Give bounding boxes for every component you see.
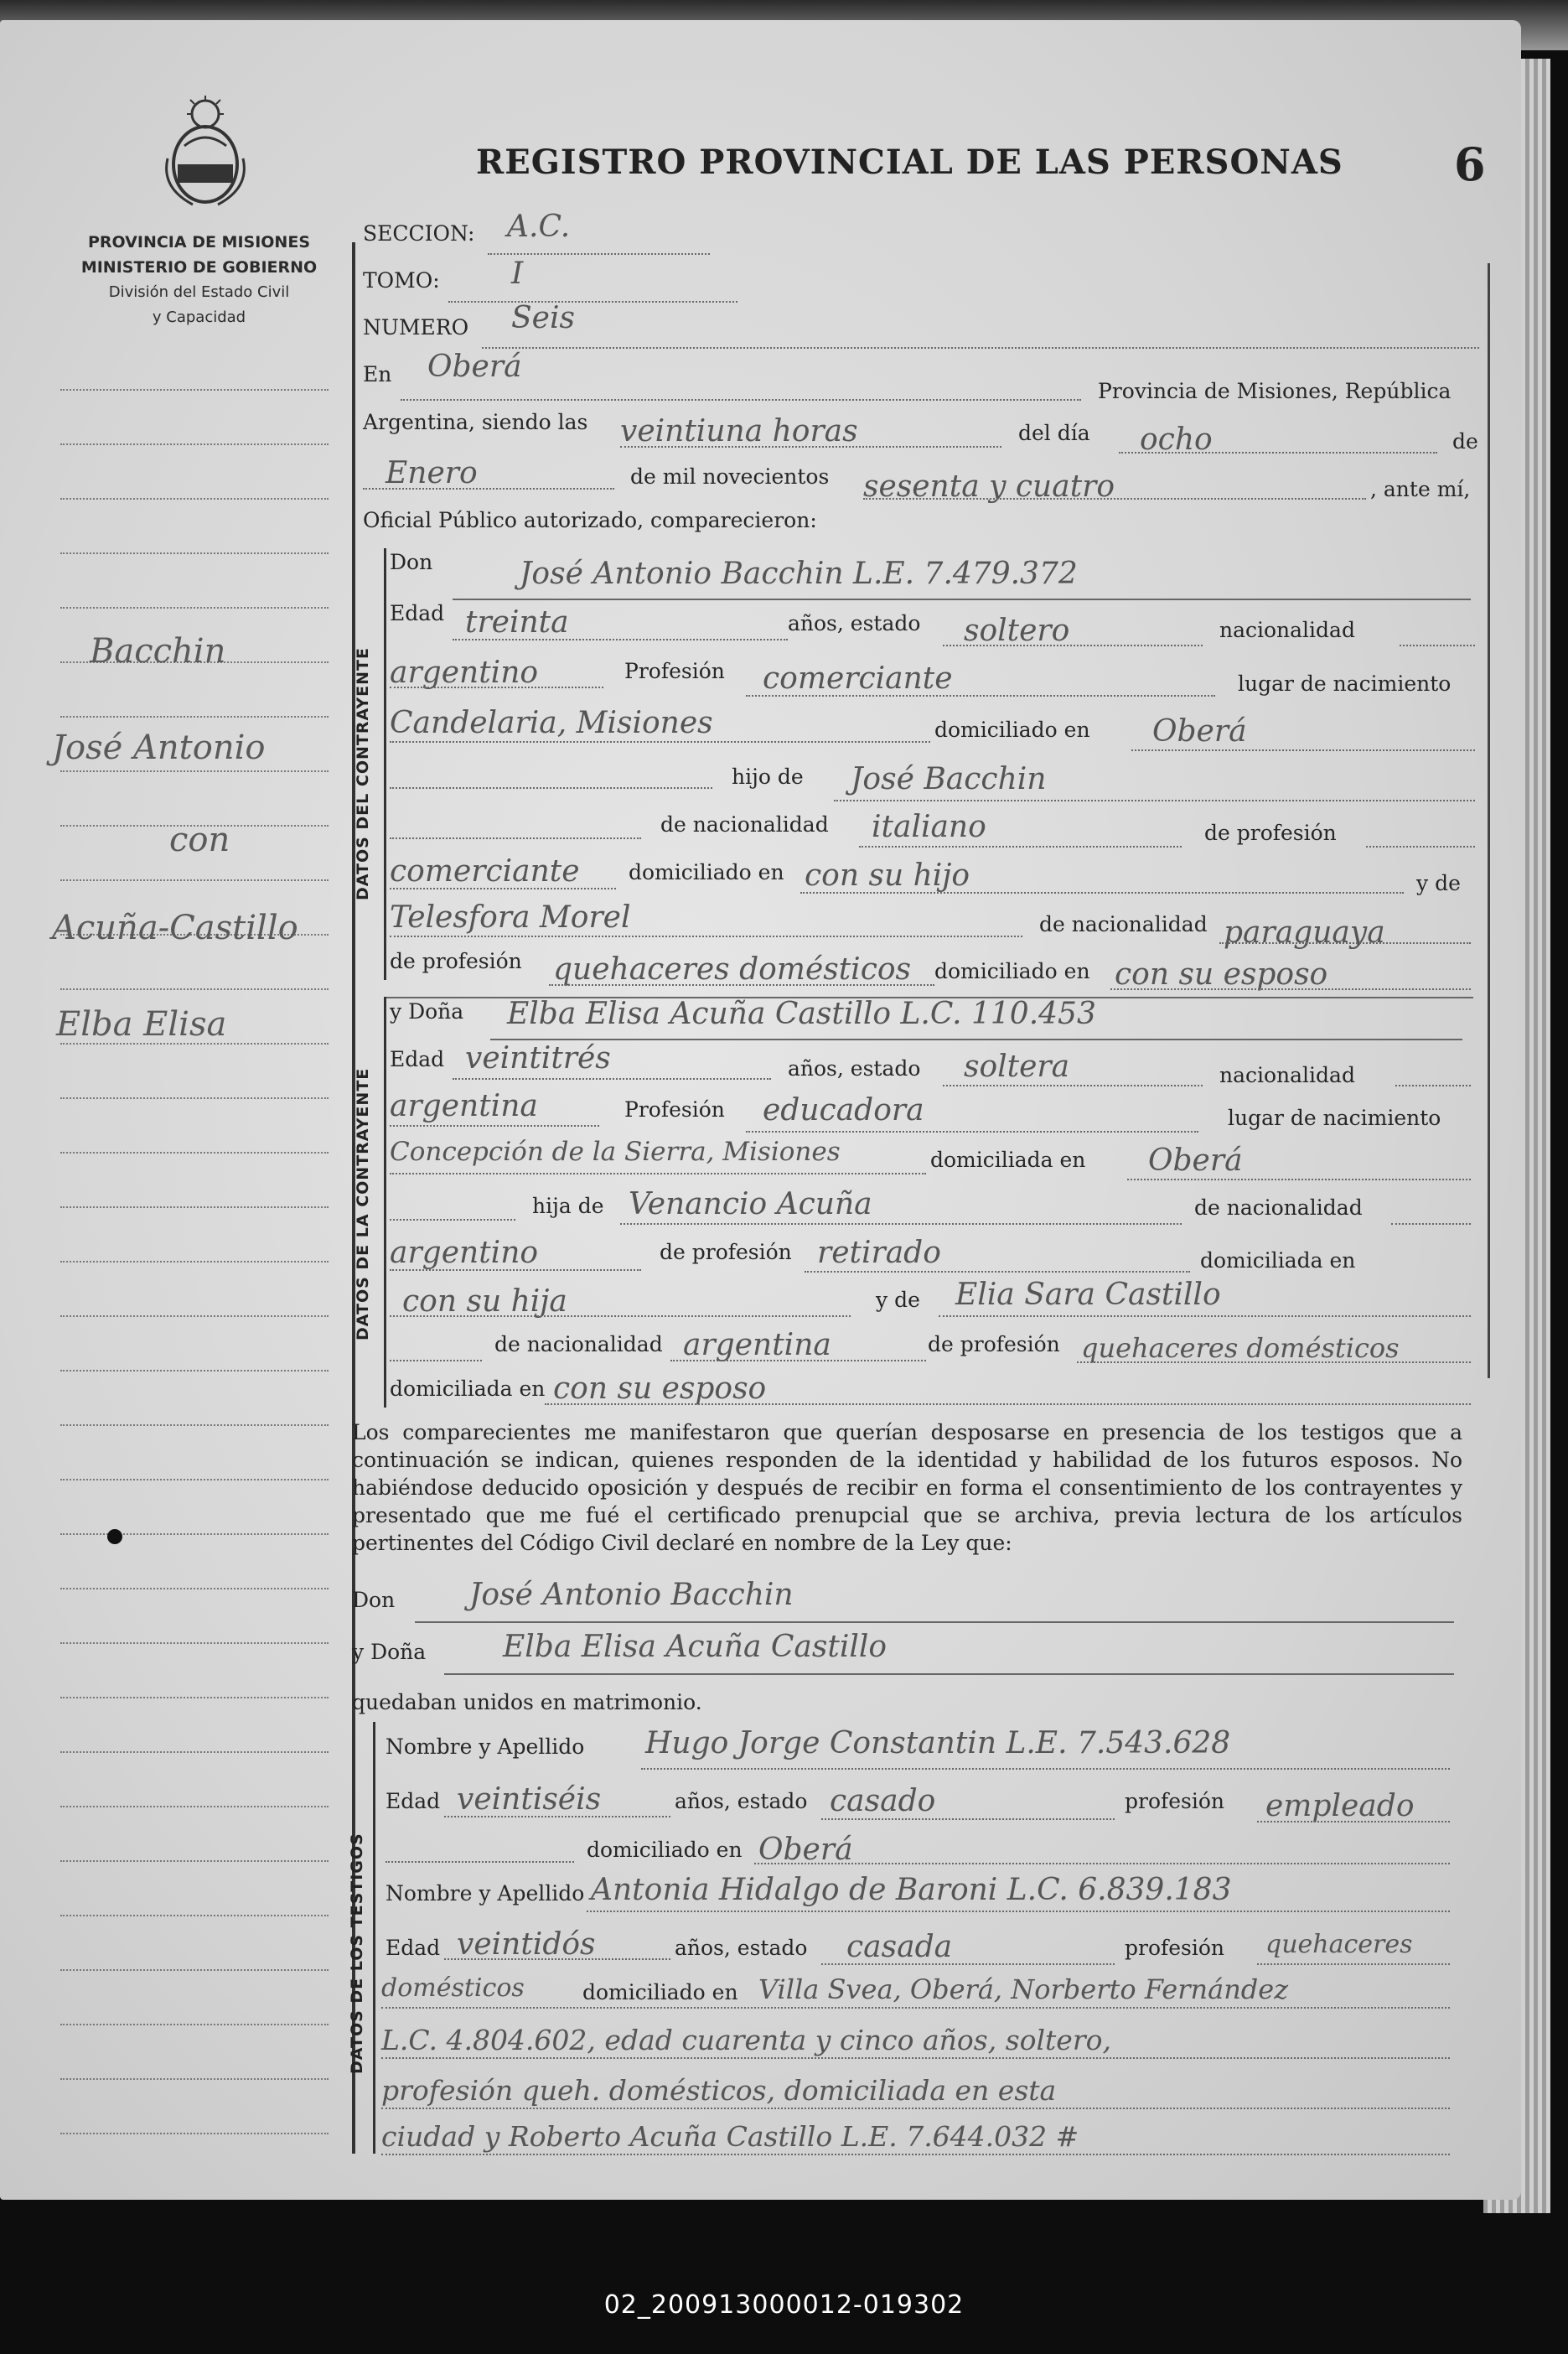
contrayente-nombre: José Antonio Bacchin L.E. 7.479.372 [520, 557, 1078, 591]
witness-continuation-3: ciudad y Roberto Acuña Castillo L.E. 7.644.032 # [381, 2120, 1079, 2153]
nacionalidad-line [1395, 1085, 1471, 1086]
ministry-name: MINISTERIO DE GOBIERNO [80, 258, 318, 277]
lugar-label: lugar de nacimiento [1228, 1106, 1441, 1130]
padre-line [834, 800, 1475, 801]
coat-of-arms-icon [159, 96, 251, 209]
margin-note: Elba Elisa [56, 1005, 227, 1044]
hija-label: hija de [532, 1194, 604, 1218]
argentina-label: Argentina, siendo las [363, 410, 588, 434]
decl-dona-label: y Doña [352, 1640, 427, 1664]
testigos-section-label: DATOS DE LOS TESTIGOS [348, 1833, 366, 2074]
contrayente-edad: treinta [465, 605, 569, 640]
ante-label: , ante mí, [1370, 477, 1471, 501]
madre-nacionalidad: paraguaya [1224, 915, 1385, 950]
edad-line [453, 1078, 771, 1080]
capacity-name: y Capacidad [152, 309, 246, 326]
margin-line [60, 1261, 329, 1263]
t2-domicilio-line [381, 2007, 1450, 2009]
de-nacionalidad-label: de nacionalidad [660, 812, 829, 837]
margin-line [60, 770, 329, 772]
madre-nacionalidad-line [1219, 942, 1471, 944]
oficial-label: Oficial Público autorizado, comparecieron: [363, 508, 817, 532]
madre-profesion: quehaceres domésticos [1081, 1332, 1400, 1364]
margin-line [60, 1751, 329, 1753]
contrayente-madre: Telesfora Morel [390, 900, 631, 935]
contrayente-nombre-line [453, 599, 1471, 600]
contrayente-nacionalidad: argentino [390, 656, 539, 690]
nacionalidad-value-line [390, 687, 603, 688]
contrayenta-padre: Venancio Acuña [629, 1187, 872, 1221]
contrayenta-nacionalidad: argentina [390, 1089, 538, 1123]
provincia-label: Provincia de Misiones, República [1098, 379, 1452, 403]
padre-profesion: retirado [817, 1236, 941, 1270]
dona-label: y Doña [390, 999, 464, 1024]
madre-nacionalidad: argentina [683, 1328, 831, 1362]
madre-domicilio-label: domiciliada en [390, 1377, 546, 1401]
t1-domicilio-line [754, 1863, 1450, 1864]
margin-line [60, 988, 329, 990]
margin-line [60, 1915, 329, 1916]
ink-dot [107, 1529, 122, 1544]
t1-edad: veintiséis [457, 1782, 602, 1817]
contrayenta-madre: Elia Sara Castillo [955, 1278, 1221, 1312]
continuation-line [381, 2154, 1450, 2155]
contrayente-lugar: Candelaria, Misiones [390, 706, 713, 740]
padre-domicilio: con su hija [402, 1284, 567, 1319]
padre-line [620, 1223, 1182, 1225]
t1-anios-label: años, estado [675, 1789, 808, 1813]
nacionalidad-label: nacionalidad [1219, 1063, 1355, 1087]
t2-profesion-cont: domésticos [381, 1973, 525, 2003]
tomo-value: I [511, 257, 524, 291]
contrayenta-estado: soltera [964, 1050, 1070, 1084]
madre-profesion-line [549, 984, 934, 986]
margin-note: con [169, 821, 230, 859]
margin-line [60, 1479, 329, 1480]
margin-line [60, 552, 329, 554]
nacionalidad-line [1400, 645, 1475, 646]
margin-line [60, 389, 329, 391]
madre-line [390, 936, 1022, 937]
decl-don-label: Don [352, 1588, 396, 1612]
margin-note: José Antonio [52, 728, 266, 767]
dia-line [1119, 452, 1437, 454]
horas-line [620, 446, 1001, 448]
profesion-line [746, 695, 1215, 697]
en-label: En [363, 362, 392, 386]
numero-value: Seis [511, 301, 575, 335]
estado-line [943, 645, 1203, 646]
madre-nacionalidad-line [670, 1360, 926, 1361]
y-de-label: y de [1416, 871, 1461, 895]
t2-nombre-label: Nombre y Apellido [386, 1881, 585, 1905]
margin-line [60, 1697, 329, 1698]
t2-domicilio: Villa Svea, Oberá, Norberto Fernández [758, 1973, 1289, 2005]
t1-domicilio: Oberá [758, 1833, 853, 1867]
anios-label: años, estado [788, 1056, 921, 1081]
nacionalidad-label: nacionalidad [1219, 618, 1355, 642]
contrayenta-section-label: DATOS DE LA CONTRAYENTE [354, 1067, 372, 1340]
domiciliada-label: domiciliada en [930, 1148, 1086, 1172]
witness-continuation-1: L.C. 4.804.602, edad cuarenta y cinco años, soltero, [381, 2024, 1111, 2056]
margin-line [60, 1806, 329, 1807]
decl-dona-name: Elba Elisa Acuña Castillo [503, 1630, 887, 1664]
margin-line [60, 443, 329, 445]
hijo-label: hijo de [732, 765, 804, 789]
scan-caption: 02_200913000012-019302 [603, 2290, 965, 2320]
blank-line [386, 1861, 574, 1863]
t2-estado-line [821, 1963, 1115, 1965]
tomo-label: TOMO: [363, 268, 440, 293]
madre-nacionalidad-label: de nacionalidad [1039, 912, 1208, 936]
margin-line [60, 1315, 329, 1317]
contrayenta-lugar: Concepción de la Sierra, Misiones [390, 1137, 841, 1167]
t1-profesion-label: profesión [1125, 1789, 1225, 1813]
seccion-line [488, 253, 710, 255]
contrayenta-nombre: Elba Elisa Acuña Castillo L.C. 110.453 [507, 997, 1096, 1031]
t1-profesion: empleado [1265, 1789, 1415, 1823]
madre-domicilio-line [1110, 988, 1471, 990]
t2-edad: veintidós [457, 1927, 596, 1962]
t2-edad-label: Edad [386, 1936, 441, 1960]
t2-profesion-label: profesión [1125, 1936, 1225, 1960]
padre-nacionalidad: argentino [390, 1236, 539, 1270]
contrayente-section-label: DATOS DEL CONTRAYENTE [354, 647, 372, 900]
contrayenta-profesion: educadora [763, 1093, 924, 1128]
edad-line [453, 639, 788, 640]
madre-domicilio: con su esposo [553, 1371, 767, 1406]
numero-line [482, 347, 1479, 349]
seccion-label: SECCION: [363, 221, 475, 246]
edad-label: Edad [390, 601, 445, 625]
de-profesion-label: de profesión [660, 1240, 792, 1264]
blank-line [1391, 1223, 1471, 1225]
padre-domicilio-label: domiciliado en [629, 860, 784, 884]
padre-domicilio-line [390, 1315, 851, 1317]
nacionalidad-value-line [390, 1125, 599, 1127]
t1-nombre: Hugo Jorge Constantin L.E. 7.543.628 [645, 1726, 1231, 1760]
contrayenta-nombre-line [490, 1039, 1462, 1040]
t2-nombre: Antonia Hidalgo de Baroni L.C. 6.839.183 [591, 1873, 1232, 1907]
lugar-line [390, 741, 930, 743]
padre-domicilio-label: domiciliada en [1200, 1248, 1356, 1273]
madre-nacionalidad-label: de nacionalidad [494, 1332, 663, 1356]
lugar-line [390, 1173, 926, 1174]
t2-profesion-line [1257, 1963, 1450, 1965]
blank-line [390, 837, 641, 839]
mil-label: de mil novecientos [630, 464, 830, 489]
witness-continuation-2: profesión queh. domésticos, domiciliada en esta [381, 2074, 1057, 2107]
en-value: Oberá [427, 350, 522, 384]
anio-value: sesenta y cuatro [863, 469, 1115, 504]
margin-line [60, 2078, 329, 2080]
padre-nacionalidad-line [390, 1269, 641, 1271]
decl-dona-line [444, 1673, 1454, 1675]
blank-line [390, 1219, 515, 1221]
contrayente-profesion: comerciante [763, 661, 953, 696]
margin-line [60, 1097, 329, 1099]
de-label: de [1452, 429, 1478, 454]
tomo-line [448, 301, 737, 303]
margin-notes-column [52, 364, 337, 2158]
t2-anios-label: años, estado [675, 1936, 808, 1960]
contrayente-domicilio: Oberá [1152, 714, 1247, 749]
margin-line [60, 879, 329, 881]
margin-line [60, 716, 329, 718]
padre-domicilio: con su hijo [805, 858, 970, 893]
padre-profesion-line [805, 1271, 1190, 1273]
de-profesion-label: de profesión [1204, 821, 1337, 845]
t1-edad-label: Edad [386, 1789, 441, 1813]
margin-note: Acuña-Castillo [52, 909, 298, 947]
margin-line [60, 1206, 329, 1208]
contrayenta-edad: veintitrés [465, 1041, 611, 1076]
t1-estado: casado [830, 1784, 936, 1818]
division-name: División del Estado Civil [108, 283, 290, 301]
padre-profesion: comerciante [390, 854, 580, 889]
margin-line [60, 1533, 329, 1535]
profesion-label: Profesión [624, 1097, 725, 1122]
margin-line [60, 1969, 329, 1971]
lugar-label: lugar de nacimiento [1238, 671, 1452, 696]
t2-edad-line [444, 1958, 670, 1960]
anios-label: años, estado [788, 611, 921, 635]
padre-nacionalidad-line [859, 846, 1182, 848]
seccion-value: A.C. [507, 210, 571, 244]
t1-edad-line [444, 1816, 670, 1817]
issuing-authority [59, 230, 339, 330]
margin-line [60, 1152, 329, 1154]
t1-domiciliado-label: domiciliado en [587, 1838, 743, 1862]
estado-line [943, 1085, 1203, 1086]
t1-profesion-line [1257, 1821, 1450, 1823]
madre-profesion-label: de profesión [928, 1332, 1060, 1356]
margin-line [60, 1860, 329, 1862]
padre-domicilio-line [800, 892, 1404, 894]
decl-don-line [415, 1621, 1454, 1623]
horas-value: veintiuna horas [620, 414, 858, 449]
t2-profesion: quehaceres [1265, 1930, 1413, 1959]
madre-domicilio-line [545, 1403, 1471, 1405]
contrayenta-domicilio: Oberá [1148, 1143, 1243, 1178]
margin-line [60, 2133, 329, 2134]
margin-note: Bacchin [90, 632, 226, 671]
continuation-line [381, 2057, 1450, 2059]
t1-nombre-line [641, 1768, 1450, 1770]
t2-estado: casada [846, 1930, 953, 1964]
page-number: 6 [1454, 137, 1486, 191]
unidos-text: quedaban unidos en matrimonio. [352, 1690, 702, 1714]
margin-line [60, 1424, 329, 1426]
del-dia-label: del día [1018, 421, 1090, 445]
don-label: Don [390, 550, 433, 574]
madre-domicilio: con su esposo [1115, 957, 1328, 992]
margin-line [60, 2024, 329, 2025]
anio-line [863, 498, 1366, 500]
dia-value: ocho [1140, 423, 1213, 457]
padre-nacionalidad: italiano [872, 810, 986, 844]
padre-profesion-value-line [390, 888, 616, 889]
margin-line [60, 1588, 329, 1589]
blank-line [390, 787, 712, 789]
t2-nombre-line [587, 1911, 1450, 1912]
contrayente-section-rule [384, 548, 386, 980]
domiciliado-label: domiciliado en [934, 718, 1090, 742]
mes-value: Enero [386, 456, 478, 490]
document-page [0, 20, 1521, 2200]
y-de-label: y de [876, 1288, 920, 1312]
contrayente-estado: soltero [964, 614, 1070, 648]
margin-line [60, 607, 329, 609]
madre-profesion-label: de profesión [390, 949, 522, 973]
t2-domiciliado-label: domiciliado en [582, 1980, 738, 2004]
madre-profesion: quehaceres domésticos [553, 952, 912, 987]
province-name: PROVINCIA DE MISIONES [87, 233, 311, 251]
profesion-line [746, 1131, 1198, 1133]
decl-don-name: José Antonio Bacchin [469, 1578, 794, 1612]
numero-label: NUMERO [363, 315, 469, 340]
t1-estado-line [821, 1818, 1115, 1820]
madre-line [939, 1315, 1471, 1317]
madre-domicilio-label: domiciliado en [934, 959, 1090, 983]
contrayenta-section-rule [384, 997, 386, 1408]
padre-profesion-line [1366, 846, 1475, 848]
domicilio-line [1127, 1179, 1471, 1180]
margin-line [60, 1370, 329, 1371]
margin-line [60, 498, 329, 500]
right-vertical-rule [1488, 263, 1490, 1378]
en-line [401, 399, 1081, 401]
profesion-label: Profesión [624, 659, 725, 683]
continuation-line [381, 2108, 1450, 2109]
testigos-section-rule [373, 1722, 375, 2154]
domicilio-line [1131, 749, 1475, 751]
declaration-text: Los comparecientes me manifestaron que querían desposarse en presencia de los testigos que a continuación se indican, quienes responden de la identidad y habilidad de los futuros esposos. No habiéndose deducido oposición y después de recibir en forma el consentimiento de los contrayentes y presentado que me fué el certificado prenupcial que se archiva, previa lectura de los artículos pertinentes del Código Civil declaré en nombre de la Ley que: [352, 1420, 1462, 1555]
mes-line [363, 488, 614, 490]
page-title: REGISTRO PROVINCIAL DE LAS PERSONAS [476, 143, 1343, 182]
t1-nombre-label: Nombre y Apellido [386, 1734, 585, 1759]
madre-profesion-line [1077, 1361, 1471, 1363]
blank-line [390, 1360, 482, 1361]
edad-label: Edad [390, 1047, 445, 1071]
de-nacionalidad-label: de nacionalidad [1194, 1195, 1363, 1220]
margin-line [60, 1642, 329, 1644]
contrayente-padre: José Bacchin [851, 762, 1047, 796]
